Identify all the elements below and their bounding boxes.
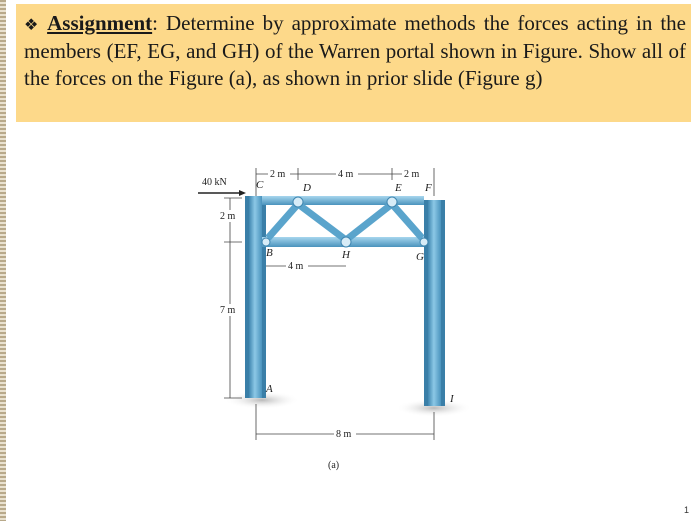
assignment-text bbox=[24, 10, 686, 92]
right-column bbox=[428, 200, 441, 406]
dim-2m-right: 2 m bbox=[404, 169, 420, 180]
portal-drawing bbox=[198, 160, 478, 480]
assignment-keyword: Assignment bbox=[47, 11, 153, 35]
node-g-label: G bbox=[416, 251, 424, 263]
joint-g bbox=[420, 238, 428, 246]
assignment-body: : Determine by approximate methods the forces acting in the members (EF, EG, and GH) of the Warren portal shown in Figure. Show all of the forces on the Figure (a), as shown in prior slide (Figure g) bbox=[24, 11, 687, 90]
left-column bbox=[249, 196, 262, 398]
diagonal-member-he bbox=[346, 204, 392, 240]
top-chord-member bbox=[262, 196, 424, 205]
dim-4m-inner: 4 m bbox=[288, 261, 304, 272]
page-number: 1 bbox=[684, 505, 690, 515]
node-a-label: A bbox=[266, 383, 273, 395]
dim-7m-height: 7 m bbox=[220, 305, 236, 316]
diamond-bullet-icon: ❖ bbox=[24, 15, 42, 34]
node-f-label: F bbox=[425, 182, 432, 194]
joint-e bbox=[387, 197, 397, 207]
node-c-label: C bbox=[256, 179, 264, 191]
node-e-label: E bbox=[395, 182, 402, 194]
node-b-label: B bbox=[266, 247, 273, 259]
figure-caption: (a) bbox=[328, 460, 340, 471]
slide-top-strip bbox=[6, 0, 700, 3]
load-label: 40 kN bbox=[202, 177, 227, 188]
dim-4m-top: 4 m bbox=[338, 169, 354, 180]
diagonal-member-bd bbox=[268, 204, 298, 238]
warren-portal-figure bbox=[198, 160, 478, 480]
joint-d bbox=[293, 197, 303, 207]
dim-2m-left: 2 m bbox=[270, 169, 286, 180]
joint-b bbox=[262, 238, 270, 246]
assignment-banner bbox=[16, 4, 691, 122]
joint-h bbox=[341, 237, 351, 247]
dim-2m-height: 2 m bbox=[220, 211, 236, 222]
diagonal-member-dh bbox=[298, 204, 346, 240]
diagonal-member-eg bbox=[392, 204, 422, 238]
node-d-label: D bbox=[303, 182, 311, 194]
node-i-label: I bbox=[450, 393, 454, 405]
node-h-label: H bbox=[342, 249, 350, 261]
arrow-head-icon bbox=[239, 190, 246, 196]
dim-8m-span: 8 m bbox=[336, 429, 352, 440]
slide-left-border bbox=[0, 0, 6, 521]
